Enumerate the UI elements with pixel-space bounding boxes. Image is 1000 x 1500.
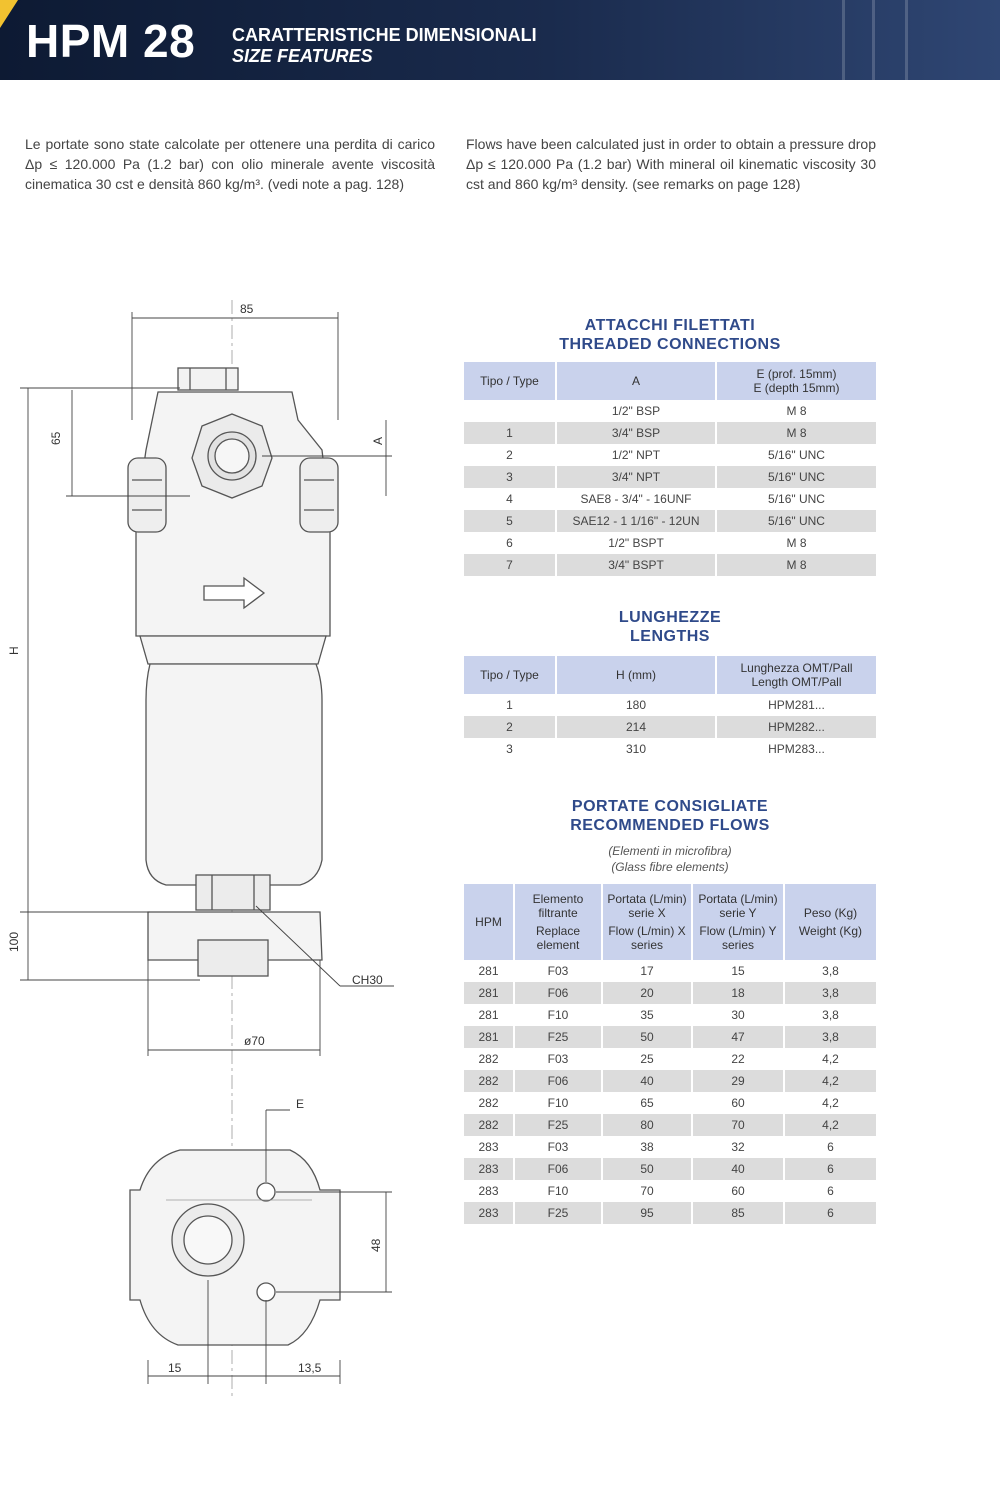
threaded-row-e: M 8 bbox=[716, 532, 876, 554]
threaded-row-type: 2 bbox=[464, 444, 556, 466]
flows-row-elem: F10 bbox=[514, 1092, 602, 1114]
header-bar bbox=[0, 0, 1000, 80]
flows-row-w: 6 bbox=[784, 1158, 876, 1180]
threaded-row-a: 3/4" BSPT bbox=[556, 554, 716, 576]
flows-row-hpm: 282 bbox=[464, 1114, 514, 1136]
threaded-row-type: 3 bbox=[464, 466, 556, 488]
threaded-row-e: M 8 bbox=[716, 422, 876, 444]
flows-row-x: 95 bbox=[602, 1202, 692, 1224]
flows-row-x: 40 bbox=[602, 1070, 692, 1092]
header-title-it: CARATTERISTICHE DIMENSIONALI bbox=[232, 25, 537, 45]
threaded-row bbox=[464, 510, 876, 532]
threaded-row-a: 3/4" NPT bbox=[556, 466, 716, 488]
flows-row-hpm: 282 bbox=[464, 1092, 514, 1114]
threaded-row-a: 3/4" BSP bbox=[556, 422, 716, 444]
flows-row-y: 18 bbox=[692, 982, 784, 1004]
flows-header-hpm: HPM bbox=[464, 884, 514, 960]
flows-row-hpm: 283 bbox=[464, 1202, 514, 1224]
flows-row bbox=[464, 1004, 876, 1026]
threaded-row-a: 1/2" BSP bbox=[556, 400, 716, 422]
flows-row-hpm: 281 bbox=[464, 1004, 514, 1026]
flows-row-x: 38 bbox=[602, 1136, 692, 1158]
dim-ch30-label: CH30 bbox=[352, 973, 383, 987]
technical-drawing bbox=[0, 290, 450, 1410]
lengths-table bbox=[464, 656, 876, 760]
flows-row bbox=[464, 960, 876, 982]
threaded-row bbox=[464, 488, 876, 510]
flows-header-x: Portata (L/min) serie X Flow (L/min) X series bbox=[602, 884, 692, 960]
flows-row-hpm: 283 bbox=[464, 1180, 514, 1202]
threaded-row bbox=[464, 444, 876, 466]
dim-h-label: H bbox=[7, 646, 21, 655]
threaded-row-type: 4 bbox=[464, 488, 556, 510]
threaded-title-it: ATTACCHI FILETTATI bbox=[584, 317, 756, 334]
lengths-header-type: Tipo / Type bbox=[464, 656, 556, 694]
flows-row-w: 6 bbox=[784, 1136, 876, 1158]
flows-row-y: 47 bbox=[692, 1026, 784, 1048]
flows-row-hpm: 283 bbox=[464, 1136, 514, 1158]
flows-row-elem: F10 bbox=[514, 1004, 602, 1026]
dim-65-label: 65 bbox=[49, 431, 63, 445]
recommended-flows-table bbox=[464, 884, 876, 1224]
flows-row bbox=[464, 1180, 876, 1202]
lengths-row-type: 3 bbox=[464, 738, 556, 760]
flows-row-hpm: 281 bbox=[464, 982, 514, 1004]
flows-title-it: PORTATE CONSIGLIATE bbox=[571, 798, 769, 815]
threaded-row-a: SAE8 - 3/4" - 16UNF bbox=[556, 488, 716, 510]
threaded-row-type: 5 bbox=[464, 510, 556, 532]
lengths-row-len: HPM283... bbox=[716, 738, 876, 760]
threaded-title-en: THREADED CONNECTIONS bbox=[559, 336, 781, 353]
flows-title-en: RECOMMENDED FLOWS bbox=[570, 817, 770, 834]
flows-row-x: 17 bbox=[602, 960, 692, 982]
flows-row-elem: F03 bbox=[514, 1048, 602, 1070]
flows-row bbox=[464, 1048, 876, 1070]
flows-row-hpm: 282 bbox=[464, 1070, 514, 1092]
flows-row-elem: F03 bbox=[514, 960, 602, 982]
flows-row bbox=[464, 1202, 876, 1224]
flows-row-w: 4,2 bbox=[784, 1048, 876, 1070]
flows-row-y: 30 bbox=[692, 1004, 784, 1026]
flows-row-w: 4,2 bbox=[784, 1092, 876, 1114]
threaded-header-e: E (prof. 15mm) E (depth 15mm) bbox=[716, 362, 876, 400]
threaded-row-e: 5/16" UNC bbox=[716, 466, 876, 488]
flows-row-y: 40 bbox=[692, 1158, 784, 1180]
threaded-row bbox=[464, 466, 876, 488]
lengths-title-it: LUNGHEZZE bbox=[618, 609, 722, 626]
flows-header-weight: Peso (Kg) Weight (Kg) bbox=[784, 884, 876, 960]
dim-15-label: 15 bbox=[168, 1361, 182, 1375]
dim-e-label: E bbox=[296, 1097, 305, 1111]
threaded-row bbox=[464, 554, 876, 576]
lengths-row-h: 310 bbox=[556, 738, 716, 760]
flows-row-y: 22 bbox=[692, 1048, 784, 1070]
flows-row-hpm: 283 bbox=[464, 1158, 514, 1180]
flows-row-y: 15 bbox=[692, 960, 784, 982]
threaded-connections-table bbox=[464, 362, 876, 576]
threaded-row-type bbox=[464, 400, 556, 422]
threaded-row-a: SAE12 - 1 1/16" - 12UN bbox=[556, 510, 716, 532]
threaded-row-a: 1/2" NPT bbox=[556, 444, 716, 466]
lengths-row-h: 180 bbox=[556, 694, 716, 716]
flows-row bbox=[464, 1092, 876, 1114]
flows-row-x: 20 bbox=[602, 982, 692, 1004]
flows-row-y: 60 bbox=[692, 1180, 784, 1202]
lengths-title-en: LENGTHS bbox=[630, 628, 710, 645]
model-title: HPM 28 bbox=[26, 15, 196, 67]
flows-row-hpm: 281 bbox=[464, 960, 514, 982]
flows-row-y: 32 bbox=[692, 1136, 784, 1158]
intro-text-it: Le portate sono state calcolate per ottenere una perdita di carico Δp ≤ 120.000 Pa (1.2 bar) con olio minerale avente viscosità cinematica 30 cst e densità 860 kg/m³. (vedi note a pag. 128) bbox=[25, 136, 435, 192]
flows-row-elem: F10 bbox=[514, 1180, 602, 1202]
lengths-row-type: 2 bbox=[464, 716, 556, 738]
flows-row-x: 50 bbox=[602, 1026, 692, 1048]
intro-text-en: Flows have been calculated just in order to obtain a pressure drop Δp ≤ 120.000 Pa (1.2 bar) With mineral oil kinematic viscosity 30 cst and 860 kg/m³ density. (see remarks on page 128) bbox=[466, 136, 876, 192]
flows-row bbox=[464, 1136, 876, 1158]
threaded-row bbox=[464, 400, 876, 422]
threaded-row bbox=[464, 532, 876, 554]
threaded-row-type: 1 bbox=[464, 422, 556, 444]
flows-row-x: 80 bbox=[602, 1114, 692, 1136]
flows-row-x: 65 bbox=[602, 1092, 692, 1114]
lengths-row bbox=[464, 738, 876, 760]
corner-accent bbox=[0, 0, 18, 28]
flows-row-w: 3,8 bbox=[784, 1004, 876, 1026]
lengths-row bbox=[464, 694, 876, 716]
threaded-row-type: 6 bbox=[464, 532, 556, 554]
flows-row-hpm: 282 bbox=[464, 1048, 514, 1070]
flows-subtitle-it: (Elementi in microfibra) bbox=[608, 844, 732, 858]
lengths-row bbox=[464, 716, 876, 738]
flows-row-elem: F03 bbox=[514, 1136, 602, 1158]
threaded-row-a: 1/2" BSPT bbox=[556, 532, 716, 554]
lengths-header-len: Lunghezza OMT/Pall Length OMT/Pall bbox=[716, 656, 876, 694]
lengths-row-type: 1 bbox=[464, 694, 556, 716]
flows-row-w: 6 bbox=[784, 1180, 876, 1202]
flows-row bbox=[464, 1158, 876, 1180]
flows-row-y: 70 bbox=[692, 1114, 784, 1136]
flows-row-w: 3,8 bbox=[784, 960, 876, 982]
flows-row-w: 6 bbox=[784, 1202, 876, 1224]
flows-row-y: 60 bbox=[692, 1092, 784, 1114]
flows-row-w: 3,8 bbox=[784, 982, 876, 1004]
flows-header-element: Elemento filtrante Replace element bbox=[514, 884, 602, 960]
flows-row-x: 25 bbox=[602, 1048, 692, 1070]
flows-row-y: 85 bbox=[692, 1202, 784, 1224]
threaded-header-type: Tipo / Type bbox=[464, 362, 556, 400]
flows-header-y: Portata (L/min) serie Y Flow (L/min) Y series bbox=[692, 884, 784, 960]
lengths-row-len: HPM281... bbox=[716, 694, 876, 716]
flows-subtitle-en: (Glass fibre elements) bbox=[611, 860, 729, 874]
threaded-header-a: A bbox=[556, 362, 716, 400]
threaded-row-e: 5/16" UNC bbox=[716, 444, 876, 466]
lengths-row-h: 214 bbox=[556, 716, 716, 738]
flows-row-w: 4,2 bbox=[784, 1070, 876, 1092]
threaded-row-e: M 8 bbox=[716, 400, 876, 422]
threaded-row bbox=[464, 422, 876, 444]
flows-row-x: 50 bbox=[602, 1158, 692, 1180]
flows-row-w: 4,2 bbox=[784, 1114, 876, 1136]
flows-row-hpm: 281 bbox=[464, 1026, 514, 1048]
flows-row-x: 35 bbox=[602, 1004, 692, 1026]
flows-row-elem: F06 bbox=[514, 1070, 602, 1092]
dim-135-label: 13,5 bbox=[298, 1361, 322, 1375]
dim-48-label: 48 bbox=[369, 1238, 383, 1252]
dim-phi70-label: ø70 bbox=[244, 1034, 265, 1048]
threaded-row-e: 5/16" UNC bbox=[716, 488, 876, 510]
flows-row-y: 29 bbox=[692, 1070, 784, 1092]
dim-85-label: 85 bbox=[240, 302, 254, 316]
flows-row-elem: F06 bbox=[514, 982, 602, 1004]
threaded-row-e: M 8 bbox=[716, 554, 876, 576]
flows-row-elem: F25 bbox=[514, 1026, 602, 1048]
flows-row-elem: F25 bbox=[514, 1202, 602, 1224]
header-title-en: SIZE FEATURES bbox=[232, 46, 373, 66]
flows-row bbox=[464, 982, 876, 1004]
threaded-row-type: 7 bbox=[464, 554, 556, 576]
lengths-row-len: HPM282... bbox=[716, 716, 876, 738]
flows-row bbox=[464, 1026, 876, 1048]
dim-100-label: 100 bbox=[7, 931, 21, 952]
flows-row bbox=[464, 1070, 876, 1092]
flows-row-x: 70 bbox=[602, 1180, 692, 1202]
flows-row-elem: F06 bbox=[514, 1158, 602, 1180]
flows-row-w: 3,8 bbox=[784, 1026, 876, 1048]
dim-a-label: A bbox=[371, 436, 385, 445]
lengths-header-h: H (mm) bbox=[556, 656, 716, 694]
threaded-row-e: 5/16" UNC bbox=[716, 510, 876, 532]
flows-row-elem: F25 bbox=[514, 1114, 602, 1136]
flows-row bbox=[464, 1114, 876, 1136]
